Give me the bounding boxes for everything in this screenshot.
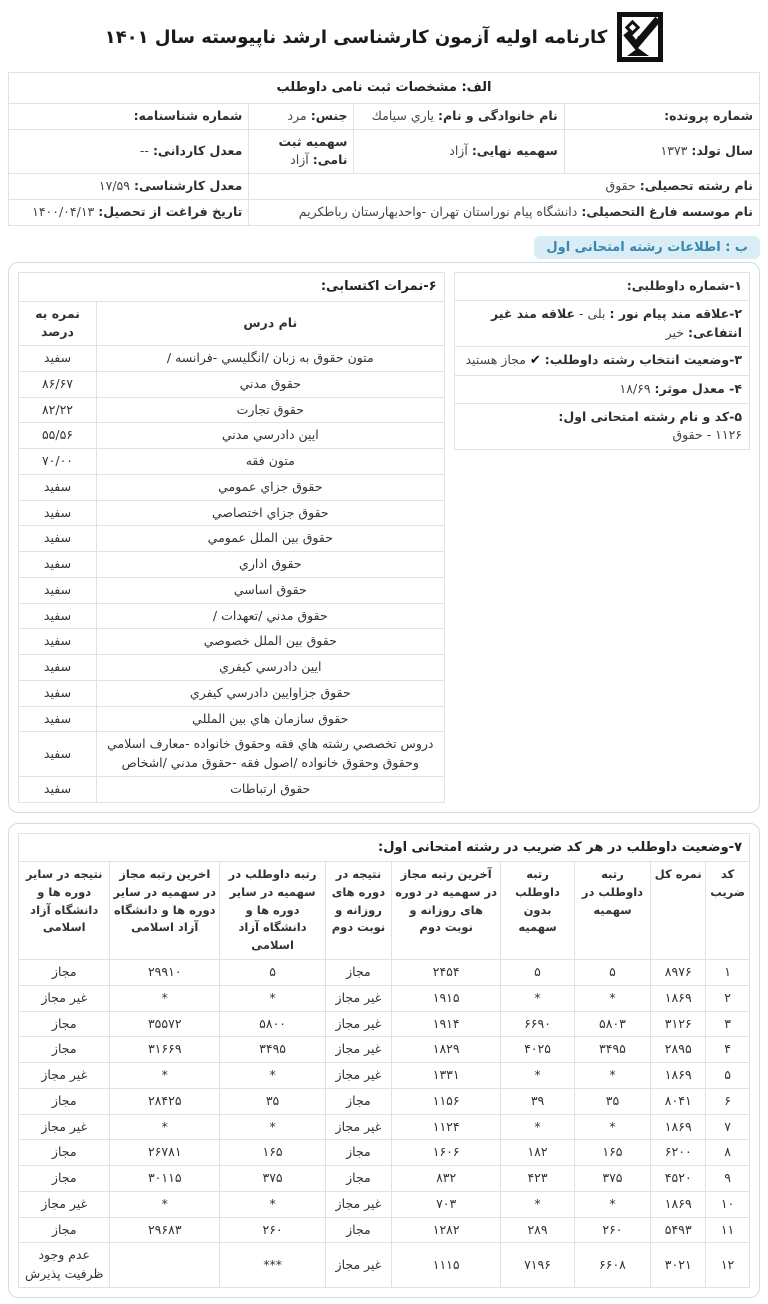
table-row <box>454 375 749 403</box>
rank-without-quota-cell: * <box>501 1191 574 1217</box>
course-name-cell: حقوق بین الملل خصوصي <box>97 629 445 655</box>
score-row <box>19 500 445 526</box>
column-header: رتبه داوطلب در سهمیه در سایر دوره ها و دانشگاه آزاد اسلامی <box>220 862 326 960</box>
exam-info-table <box>454 272 750 450</box>
last-permitted-rank-day-cell: ۱۲۸۲ <box>391 1217 501 1243</box>
document-header <box>8 6 760 72</box>
column-header: رتبه داوطلب بدون سهمیه <box>501 862 574 960</box>
coefficient-row <box>19 960 750 986</box>
last-permitted-rank-day-cell: ۷۰۳ <box>391 1191 501 1217</box>
exam-info-panel <box>454 272 750 450</box>
rank-in-quota-cell: * <box>574 1191 651 1217</box>
rank-in-quota-cell: ۶۶۰۸ <box>574 1243 651 1288</box>
associate-gpa-cell <box>9 129 249 174</box>
course-name-cell: حقوق اداري <box>97 552 445 578</box>
course-score-cell: سفید <box>19 346 97 372</box>
course-score-cell: سفید <box>19 706 97 732</box>
coefficient-code-cell: ۸ <box>706 1140 750 1166</box>
total-score-cell: ۲۸۹۵ <box>651 1037 706 1063</box>
coefficient-status-table <box>18 833 750 1288</box>
last-permitted-rank-day-cell: ۱۶۰۶ <box>391 1140 501 1166</box>
rank-other-courses-cell: ۵۸۰۰ <box>220 1011 326 1037</box>
coefficient-code-cell: ۱۱ <box>706 1217 750 1243</box>
course-name-cell: ایین دادرسي کیفري <box>97 655 445 681</box>
result-day-courses-cell: غیر مجاز <box>326 1037 392 1063</box>
score-row <box>19 526 445 552</box>
rank-other-courses-cell: * <box>220 1063 326 1089</box>
table-row <box>19 833 750 862</box>
coefficient-code-cell: ۵ <box>706 1063 750 1089</box>
exam-field-code-label: ۵-کد و نام رشته امتحانی اول: <box>558 408 742 424</box>
total-score-cell: ۱۸۶۹ <box>651 1063 706 1089</box>
result-day-courses-cell: مجاز <box>326 1217 392 1243</box>
course-score-cell: سفید <box>19 577 97 603</box>
coefficient-table-header-row <box>19 862 750 960</box>
rank-other-courses-cell: ۳۷۵ <box>220 1166 326 1192</box>
course-name-cell: حقوق ارتباطات <box>97 776 445 802</box>
last-permitted-rank-day-cell: ۸۳۲ <box>391 1166 501 1192</box>
rank-without-quota-cell: ۶۶۹۰ <box>501 1011 574 1037</box>
bachelor-gpa-label: معدل کارشناسی: <box>133 178 243 194</box>
score-row <box>19 603 445 629</box>
registration-quota-cell <box>249 129 354 174</box>
scores-table <box>18 272 445 803</box>
last-permitted-rank-other-cell <box>110 1243 220 1288</box>
coefficient-code-cell: ۲ <box>706 985 750 1011</box>
last-permitted-rank-other-cell: * <box>110 1191 220 1217</box>
rank-without-quota-cell: * <box>501 985 574 1011</box>
section-7-title: ۷-وضعیت داوطلب در هر کد ضریب در رشته امتحانی اول: <box>19 833 750 862</box>
result-day-courses-cell: غیر مجاز <box>326 1243 392 1288</box>
study-field-label: نام رشته تحصیلی: <box>639 178 753 194</box>
course-name-cell: حقوق مدني /تعهدات / <box>97 603 445 629</box>
last-permitted-rank-other-cell: * <box>110 1114 220 1140</box>
course-name-cell: ایین دادرسي مدني <box>97 423 445 449</box>
table-row <box>9 129 760 174</box>
coefficient-code-cell: ۶ <box>706 1088 750 1114</box>
total-score-cell: ۶۲۰۰ <box>651 1140 706 1166</box>
course-name-cell: حقوق تجارت <box>97 397 445 423</box>
result-day-courses-cell: غیر مجاز <box>326 1191 392 1217</box>
section-a-table <box>8 72 760 226</box>
coefficient-code-cell: ۷ <box>706 1114 750 1140</box>
coefficient-table-body <box>19 960 750 1288</box>
full-name-value: یاري سیامك <box>371 107 434 123</box>
result-other-courses-cell: غیر مجاز <box>19 1063 110 1089</box>
course-score-cell: ۸۲/۲۲ <box>19 397 97 423</box>
graduation-date-cell <box>9 200 249 226</box>
rank-without-quota-cell: ۱۸۲ <box>501 1140 574 1166</box>
course-score-cell: سفید <box>19 629 97 655</box>
coefficient-row <box>19 1088 750 1114</box>
section-b-box <box>8 262 760 813</box>
coefficient-row <box>19 1037 750 1063</box>
section-b-badge: ب : اطلاعات رشته امتحانی اول <box>534 236 760 259</box>
selection-status-value: مجاز هستید <box>465 352 526 368</box>
coefficient-row <box>19 1114 750 1140</box>
table-row <box>9 200 760 226</box>
last-permitted-rank-other-cell: ۲۹۶۸۳ <box>110 1217 220 1243</box>
section-a-title: الف: مشخصات ثبت نامی داوطلب <box>9 73 760 104</box>
payamnoor-interest-value: بلی <box>587 305 606 321</box>
course-score-cell: سفید <box>19 655 97 681</box>
bachelor-gpa-value: ۱۷/۵۹ <box>98 178 130 194</box>
coefficient-code-cell: ۴ <box>706 1037 750 1063</box>
institute-label: نام موسسه فارغ التحصیلی: <box>581 204 753 220</box>
file-number-label: شماره پرونده: <box>664 107 753 123</box>
table-row <box>454 347 749 376</box>
last-permitted-rank-other-cell: ۲۶۷۸۱ <box>110 1140 220 1166</box>
effective-gpa-label: ۴- معدل موثر: <box>654 380 742 396</box>
final-quota-label: سهمیه نهایی: <box>471 142 558 158</box>
final-quota-cell <box>354 129 564 174</box>
score-row <box>19 371 445 397</box>
course-name-cell: حقوق جزاوایین دادرسي کیفري <box>97 680 445 706</box>
column-header: نمره کل <box>651 862 706 960</box>
course-name-cell: حقوق بین الملل عمومي <box>97 526 445 552</box>
rank-in-quota-cell: * <box>574 985 651 1011</box>
selection-status-label: ۳-وضعیت انتخاب رشته داوطلب: <box>544 352 742 368</box>
course-name-cell: متون فقه <box>97 449 445 475</box>
last-permitted-rank-other-cell: * <box>110 1063 220 1089</box>
coefficient-code-cell: ۱ <box>706 960 750 986</box>
score-row <box>19 577 445 603</box>
total-score-cell: ۵۴۹۳ <box>651 1217 706 1243</box>
gender-label: جنس: <box>310 107 348 123</box>
coefficient-row <box>19 1140 750 1166</box>
score-column-header: نمره به درصد <box>19 301 97 346</box>
course-score-cell: سفید <box>19 776 97 802</box>
score-row <box>19 655 445 681</box>
rank-other-courses-cell: * <box>220 1191 326 1217</box>
result-day-courses-cell: غیر مجاز <box>326 985 392 1011</box>
effective-gpa-value: ۱۸/۶۹ <box>619 380 651 396</box>
rank-without-quota-cell: * <box>501 1114 574 1140</box>
last-permitted-rank-other-cell: ۲۸۴۲۵ <box>110 1088 220 1114</box>
column-header: اخرین رتبه مجاز در سهمیه در سایر دوره ها و دانشگاه آزاد اسلامی <box>110 862 220 960</box>
result-other-courses-cell: مجاز <box>19 1088 110 1114</box>
last-permitted-rank-other-cell: ۳۰۱۱۵ <box>110 1166 220 1192</box>
table-row <box>454 273 749 301</box>
id-number-cell <box>9 103 249 129</box>
rank-in-quota-cell: ۲۶۰ <box>574 1217 651 1243</box>
score-row <box>19 552 445 578</box>
column-header: نتیجه در دوره های روزانه و نوبت دوم <box>326 862 392 960</box>
course-score-cell: ۷۰/۰۰ <box>19 449 97 475</box>
course-score-cell: سفید <box>19 680 97 706</box>
rank-other-courses-cell: ۳۴۹۵ <box>220 1037 326 1063</box>
coefficient-code-cell: ۳ <box>706 1011 750 1037</box>
column-header: رتبه داوطلب در سهمیه <box>574 862 651 960</box>
result-other-courses-cell: عدم وجود ظرفیت پذیرش <box>19 1243 110 1288</box>
rank-other-courses-cell: ۱۶۵ <box>220 1140 326 1166</box>
page-title: کارنامه اولیه آزمون کارشناسی ارشد ناپیوسته سال ۱۴۰۱ <box>104 26 608 48</box>
rank-other-courses-cell: * <box>220 985 326 1011</box>
course-score-cell: سفید <box>19 732 97 777</box>
graduation-date-value: ۱۴۰۰/۰۴/۱۳ <box>32 204 95 220</box>
coefficient-row <box>19 1243 750 1288</box>
total-score-cell: ۳۱۲۶ <box>651 1011 706 1037</box>
rank-in-quota-cell: ۳۷۵ <box>574 1166 651 1192</box>
score-row <box>19 449 445 475</box>
rank-other-courses-cell: * <box>220 1114 326 1140</box>
result-other-courses-cell: مجاز <box>19 1140 110 1166</box>
result-day-courses-cell: مجاز <box>326 1166 392 1192</box>
course-score-cell: سفید <box>19 500 97 526</box>
score-row <box>19 732 445 777</box>
rank-in-quota-cell: * <box>574 1063 651 1089</box>
table-row <box>9 174 760 200</box>
course-name-cell: متون حقوق به زبان /انگلیسي -فرانسه / <box>97 346 445 372</box>
last-permitted-rank-day-cell: ۱۳۳۱ <box>391 1063 501 1089</box>
coefficient-row <box>19 1063 750 1089</box>
rank-without-quota-cell: ۵ <box>501 960 574 986</box>
coefficient-row <box>19 1166 750 1192</box>
total-score-cell: ۴۵۲۰ <box>651 1166 706 1192</box>
result-day-courses-cell: غیر مجاز <box>326 1011 392 1037</box>
scores-panel <box>18 272 445 803</box>
score-row <box>19 706 445 732</box>
result-day-courses-cell: غیر مجاز <box>326 1114 392 1140</box>
registration-quota-value: آزاد <box>290 152 309 168</box>
column-header: آخرین رتبه مجاز در سهمیه در دوره های روزانه و نوبت دوم <box>391 862 501 960</box>
sanjesh-logo-icon <box>617 12 663 62</box>
exam-field-code-cell <box>454 403 749 450</box>
course-score-cell: سفید <box>19 552 97 578</box>
rank-in-quota-cell: ۱۶۵ <box>574 1140 651 1166</box>
rank-in-quota-cell: ۵ <box>574 960 651 986</box>
total-score-cell: ۱۸۶۹ <box>651 1191 706 1217</box>
rank-other-courses-cell: *** <box>220 1243 326 1288</box>
birth-year-label: سال تولد: <box>691 142 753 158</box>
coefficient-code-cell: ۹ <box>706 1166 750 1192</box>
nonprofit-interest-label: علاقه مند غیر انتفاعی: <box>491 305 742 340</box>
last-permitted-rank-day-cell: ۱۹۱۴ <box>391 1011 501 1037</box>
rank-without-quota-cell: * <box>501 1063 574 1089</box>
last-permitted-rank-day-cell: ۲۴۵۴ <box>391 960 501 986</box>
associate-gpa-value: -- <box>139 142 149 158</box>
result-other-courses-cell: غیر مجاز <box>19 1114 110 1140</box>
gender-value: مرد <box>287 107 307 123</box>
birth-year-cell <box>564 129 759 174</box>
course-score-cell: ۵۵/۵۶ <box>19 423 97 449</box>
column-header: نتیجه در سایر دوره ها و دانشگاه آزاد اسلامی <box>19 862 110 960</box>
total-score-cell: ۱۸۶۹ <box>651 1114 706 1140</box>
payamnoor-interest-label: ۲-علاقه مند پیام نور : <box>609 305 742 321</box>
coefficient-row <box>19 1011 750 1037</box>
score-row <box>19 397 445 423</box>
score-row <box>19 680 445 706</box>
coefficient-code-cell: ۱۲ <box>706 1243 750 1288</box>
last-permitted-rank-day-cell: ۱۸۲۹ <box>391 1037 501 1063</box>
score-row <box>19 776 445 802</box>
table-row <box>454 403 749 450</box>
last-permitted-rank-other-cell: ۲۹۹۱۰ <box>110 960 220 986</box>
study-field-cell <box>249 174 760 200</box>
result-other-courses-cell: مجاز <box>19 1037 110 1063</box>
table-row <box>19 301 445 346</box>
coefficient-code-cell: ۱۰ <box>706 1191 750 1217</box>
course-score-cell: سفید <box>19 603 97 629</box>
total-score-cell: ۳۰۲۱ <box>651 1243 706 1288</box>
checkmark-icon: ✔ <box>529 353 541 369</box>
gender-cell <box>249 103 354 129</box>
separator: - <box>578 305 584 321</box>
section-b-header <box>8 226 760 259</box>
result-other-courses-cell: مجاز <box>19 1217 110 1243</box>
result-other-courses-cell: مجاز <box>19 960 110 986</box>
exam-field-code-value: ۱۱۲۶ - حقوق <box>672 427 742 443</box>
coefficient-row <box>19 1217 750 1243</box>
graduation-date-label: تاریخ فراغت از تحصیل: <box>98 204 243 220</box>
rank-in-quota-cell: * <box>574 1114 651 1140</box>
course-name-cell: حقوق جزاي اختصاصي <box>97 500 445 526</box>
course-column-header: نام درس <box>97 301 445 346</box>
table-row <box>19 273 445 302</box>
nonprofit-interest-value: خیر <box>665 324 685 340</box>
result-other-courses-cell: مجاز <box>19 1011 110 1037</box>
rank-in-quota-cell: ۳۴۹۵ <box>574 1037 651 1063</box>
last-permitted-rank-day-cell: ۱۱۵۶ <box>391 1088 501 1114</box>
full-name-label: نام خانوادگی و نام: <box>437 107 558 123</box>
result-other-courses-cell: غیر مجاز <box>19 1191 110 1217</box>
table-row <box>9 73 760 104</box>
file-number-cell <box>564 103 759 129</box>
course-name-cell: حقوق جزاي عمومي <box>97 474 445 500</box>
column-header: کد ضریب <box>706 862 750 960</box>
study-field-value: حقوق <box>605 178 636 194</box>
result-other-courses-cell: غیر مجاز <box>19 985 110 1011</box>
associate-gpa-label: معدل کاردانی: <box>152 142 243 158</box>
scores-table-body <box>19 346 445 803</box>
table-row <box>454 300 749 347</box>
score-row <box>19 346 445 372</box>
score-row <box>19 423 445 449</box>
last-permitted-rank-day-cell: ۱۱۱۵ <box>391 1243 501 1288</box>
result-other-courses-cell: مجاز <box>19 1166 110 1192</box>
interest-cell <box>454 300 749 347</box>
rank-in-quota-cell: ۵۸۰۳ <box>574 1011 651 1037</box>
course-score-cell: ۸۶/۶۷ <box>19 371 97 397</box>
rank-without-quota-cell: ۲۸۹ <box>501 1217 574 1243</box>
institute-value: دانشگاه پیام نوراستان تهران -واحدبهارستان رباطکریم <box>298 204 578 220</box>
result-day-courses-cell: مجاز <box>326 960 392 986</box>
final-quota-value: آزاد <box>449 142 468 158</box>
total-score-cell: ۱۸۶۹ <box>651 985 706 1011</box>
scores-title: ۶-نمرات اکتسابی: <box>19 273 445 302</box>
last-permitted-rank-other-cell: ۳۱۶۶۹ <box>110 1037 220 1063</box>
birth-year-value: ۱۳۷۳ <box>660 142 688 158</box>
section-7-box <box>8 823 760 1298</box>
rank-in-quota-cell: ۳۵ <box>574 1088 651 1114</box>
table-row <box>9 103 760 129</box>
full-name-cell <box>354 103 564 129</box>
registration-quota-label: سهمیه ثبت نامی: <box>278 133 348 168</box>
last-permitted-rank-other-cell: ۳۵۵۷۲ <box>110 1011 220 1037</box>
coefficient-row <box>19 1191 750 1217</box>
rank-without-quota-cell: ۴۰۲۵ <box>501 1037 574 1063</box>
id-number-label: شماره شناسنامه: <box>133 107 243 123</box>
course-name-cell: حقوق مدني <box>97 371 445 397</box>
last-permitted-rank-other-cell: * <box>110 985 220 1011</box>
course-score-cell: سفید <box>19 474 97 500</box>
course-name-cell: حقوق سازمان هاي بین المللي <box>97 706 445 732</box>
rank-other-courses-cell: ۳۵ <box>220 1088 326 1114</box>
effective-gpa-cell <box>454 375 749 403</box>
bachelor-gpa-cell <box>9 174 249 200</box>
rank-other-courses-cell: ۲۶۰ <box>220 1217 326 1243</box>
rank-other-courses-cell: ۵ <box>220 960 326 986</box>
selection-status-cell <box>454 347 749 376</box>
result-day-courses-cell: مجاز <box>326 1088 392 1114</box>
coefficient-row <box>19 985 750 1011</box>
candidate-number-cell <box>454 273 749 301</box>
rank-without-quota-cell: ۷۱۹۶ <box>501 1243 574 1288</box>
last-permitted-rank-day-cell: ۱۹۱۵ <box>391 985 501 1011</box>
score-row <box>19 474 445 500</box>
candidate-number-label: ۱-شماره داوطلبی: <box>626 278 742 293</box>
rank-without-quota-cell: ۴۲۳ <box>501 1166 574 1192</box>
last-permitted-rank-day-cell: ۱۱۲۴ <box>391 1114 501 1140</box>
score-row <box>19 629 445 655</box>
course-name-cell: دروس تخصصي رشته هاي فقه وحقوق خانواده -معارف اسلامي وحقوق وحقوق خانواده /اصول فقه -حقوق مدني /اشخاص <box>97 732 445 777</box>
course-score-cell: سفید <box>19 526 97 552</box>
institute-cell <box>249 200 760 226</box>
total-score-cell: ۸۰۴۱ <box>651 1088 706 1114</box>
rank-without-quota-cell: ۳۹ <box>501 1088 574 1114</box>
course-name-cell: حقوق اساسي <box>97 577 445 603</box>
total-score-cell: ۸۹۷۶ <box>651 960 706 986</box>
result-day-courses-cell: غیر مجاز <box>326 1063 392 1089</box>
result-day-courses-cell: مجاز <box>326 1140 392 1166</box>
